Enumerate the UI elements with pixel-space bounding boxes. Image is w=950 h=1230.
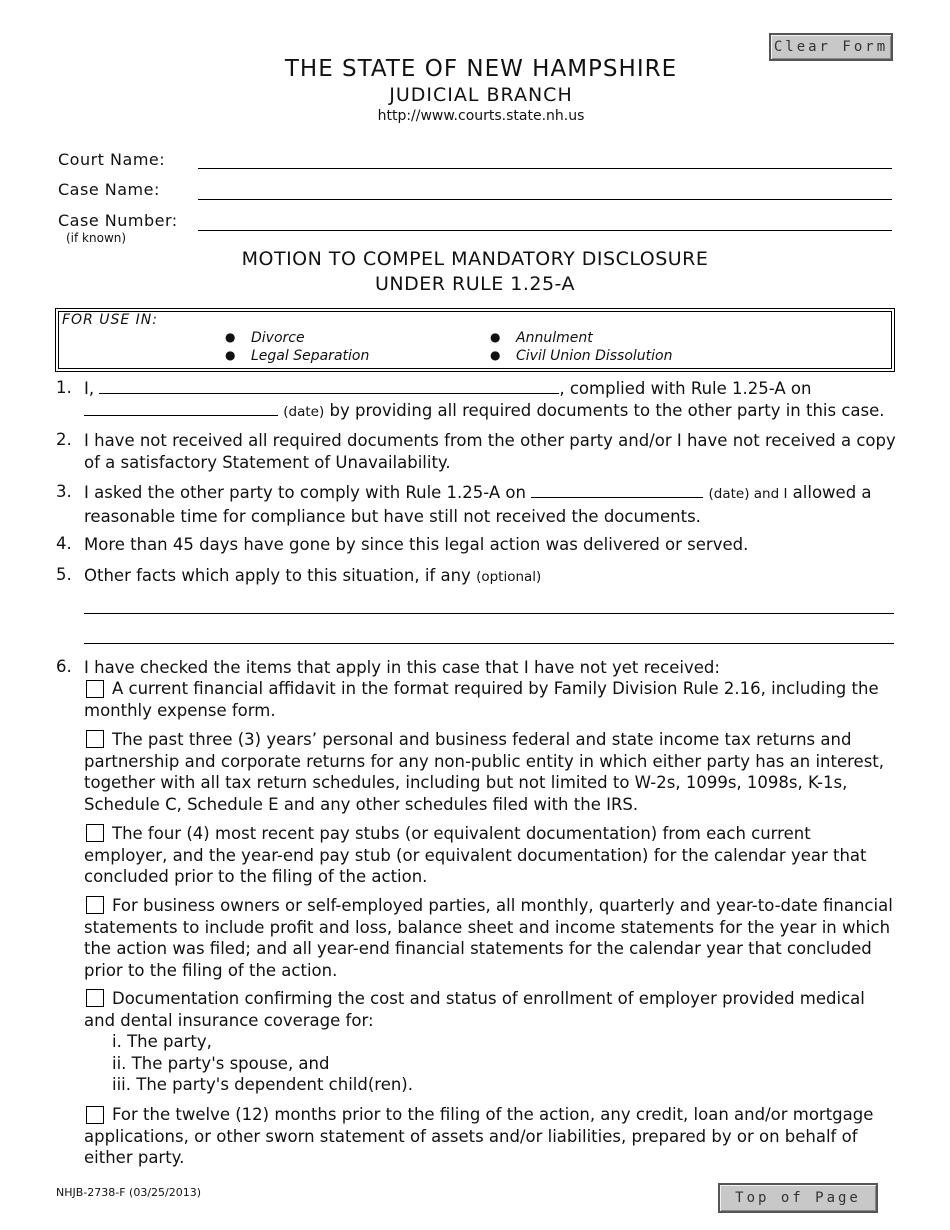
state-heading: THE STATE OF NEW HAMPSHIRE	[284, 56, 678, 82]
use-in-civil-union-dissolution: ● Civil Union Dissolution	[490, 348, 673, 364]
use-in-divorce: ● Divorce	[225, 330, 305, 346]
checklist-financial-affidavit: A current financial affidavit in the format required by Family Division Rule 2.16, including the monthly expense form.	[84, 679, 879, 720]
use-in-legal-separation: ● Legal Separation	[225, 348, 370, 364]
case-number-label: Case Number:	[58, 211, 178, 230]
for-use-in-box	[55, 308, 895, 372]
bullet-icon: ●	[490, 348, 501, 362]
form-title-line1: MOTION TO COMPEL MANDATORY DISCLOSURE	[241, 248, 709, 270]
item-number: 1.	[56, 378, 72, 397]
court-url: http://www.courts.state.nh.us	[377, 108, 585, 124]
case-number-field[interactable]	[198, 209, 892, 231]
item-1: I, , complied with Rule 1.25-A on (date) by providing all required documents to the other party in this case.	[84, 379, 885, 420]
branch-heading: JUDICIAL BRANCH	[389, 84, 573, 106]
item-5: Other facts which apply to this situation, if any (optional)	[84, 566, 542, 585]
request-date-field[interactable]	[531, 482, 703, 498]
item-number: 4.	[56, 534, 72, 553]
item-6: I have checked the items that apply in this case that I have not yet received:	[84, 658, 720, 677]
for-use-in-label: FOR USE IN:	[62, 312, 158, 328]
top-of-page-button[interactable]: Top of Page	[718, 1183, 878, 1213]
item-number: 2.	[56, 430, 72, 449]
if-known-note: (if known)	[66, 231, 127, 245]
item-number: 5.	[56, 565, 72, 584]
item-4: More than 45 days have gone by since this legal action was delivered or served.	[84, 535, 749, 554]
bullet-icon: ●	[490, 330, 501, 344]
case-name-field[interactable]	[198, 178, 892, 200]
other-facts-line-1[interactable]	[84, 613, 894, 614]
court-name-label: Court Name:	[58, 150, 166, 169]
checklist-tax-returns: The past three (3) years’ personal and business federal and state income tax returns and partnership and corporate returns for any non-public entity in which either party has an interest, together with all tax return schedules, including but not limited to W-2s, 1099s, 1098s, K-1s, Schedule C, Schedule E and any other schedules filed with the IRS.	[84, 730, 885, 814]
item-number: 6.	[56, 657, 72, 676]
clear-form-button[interactable]: Clear Form	[769, 33, 893, 61]
bullet-icon: ●	[225, 330, 236, 344]
use-in-annulment: ● Annulment	[490, 330, 593, 346]
party-name-field[interactable]	[99, 378, 559, 394]
compliance-date-field[interactable]	[84, 400, 278, 416]
other-facts-line-2[interactable]	[84, 643, 894, 644]
court-name-field[interactable]	[198, 147, 892, 169]
case-name-label: Case Name:	[58, 180, 160, 199]
checklist-credit-applications: For the twelve (12) months prior to the filing of the action, any credit, loan and/or mortgage applications, or other sworn statement of assets and/or liabilities, prepared by or on behalf of either party.	[84, 1105, 874, 1167]
item-3: I asked the other party to comply with Rule 1.25-A on (date) and I allowed a reasonable time for compliance but have still not received the documents.	[84, 483, 872, 526]
checklist-pay-stubs: The four (4) most recent pay stubs (or equivalent documentation) from each current employer, and the year-end pay stub (or equivalent documentation) for the calendar year that concluded prior to the filing of the action.	[84, 824, 867, 886]
checklist-business-statements: For business owners or self-employed parties, all monthly, quarterly and year-to-date financial statements to include profit and loss, balance sheet and income statements for the year in which the action was filed; and all year-end financial statements for the calendar year that concluded prior to the filing of the action.	[84, 896, 893, 980]
form-title-line2: UNDER RULE 1.25-A	[375, 273, 575, 295]
form-number: NHJB-2738-F (03/25/2013)	[56, 1186, 202, 1199]
checklist-insurance-coverage: Documentation confirming the cost and status of enrollment of employer provided medical and dental insurance coverage for: i. The party, ii. The party's spouse, and iii. The party's dependent child(ren).	[84, 989, 865, 1094]
bullet-icon: ●	[225, 348, 236, 362]
item-number: 3.	[56, 482, 72, 501]
item-2: I have not received all required documents from the other party and/or I have not received a copy of a satisfactory Statement of Unavailability.	[84, 431, 896, 472]
